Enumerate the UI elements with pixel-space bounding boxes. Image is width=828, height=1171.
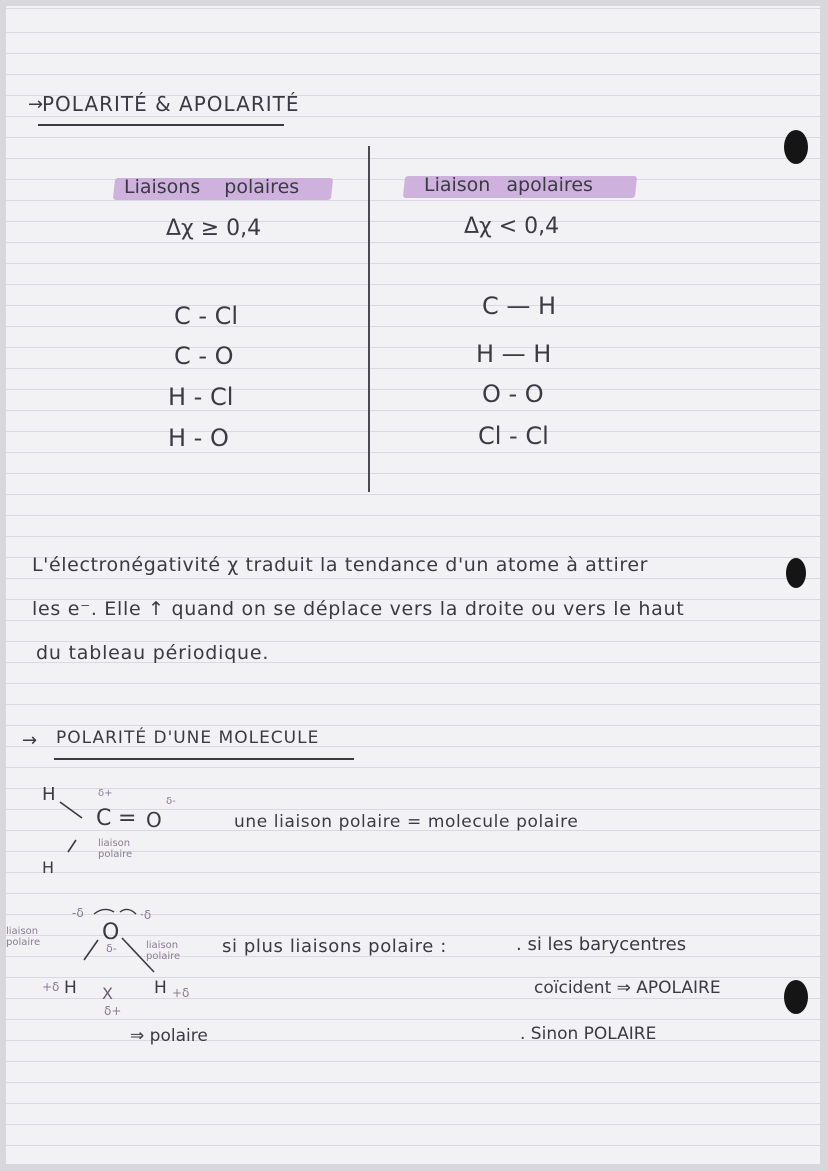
- atom-h: H: [154, 978, 167, 998]
- paragraph-line: L'électronégativité χ traduit la tendance d'un atome à attirer: [32, 554, 649, 576]
- column-divider: [368, 146, 370, 492]
- partial-charge: +δ: [42, 980, 60, 994]
- binder-hole-middle: [786, 558, 806, 588]
- polar-bond: H - O: [168, 424, 229, 452]
- partial-charge: δ+: [98, 788, 113, 799]
- title-arrow: →: [28, 94, 44, 115]
- apolar-bond: H — H: [476, 340, 552, 368]
- polar-bond: H - Cl: [168, 383, 234, 411]
- atom-c: C: [96, 806, 112, 831]
- double-bond: =: [118, 806, 137, 831]
- partial-charge: δ-: [106, 942, 117, 955]
- atom-h: H: [64, 978, 77, 998]
- atom-h: H: [42, 858, 55, 877]
- paragraph-line: du tableau périodique.: [36, 642, 270, 664]
- atom-h: H: [42, 784, 56, 805]
- polar-heading: Liaisons polaires: [124, 176, 300, 198]
- mol1-rule: une liaison polaire = molecule polaire: [234, 812, 579, 832]
- polar-bond: C - Cl: [174, 302, 239, 330]
- binder-hole-bottom: [784, 980, 808, 1014]
- apolar-bond: Cl - Cl: [478, 422, 549, 450]
- mol2-rule-line: . si les barycentres: [516, 934, 687, 955]
- bond-note: liaison polaire: [98, 838, 133, 860]
- mol2-rule-intro: si plus liaisons polaire :: [222, 936, 447, 957]
- apolar-bond: O - O: [482, 380, 544, 408]
- barycentre-mark: X: [102, 984, 113, 1003]
- notebook-page: [6, 6, 820, 1164]
- partial-charge: -δ: [72, 906, 84, 920]
- atom-o: O: [102, 920, 120, 945]
- polar-bond: C - O: [174, 342, 234, 370]
- paragraph-line: les e⁻. Elle ↑ quand on se déplace vers la droite ou vers le haut: [32, 598, 685, 620]
- section1-title-underline: [38, 124, 284, 126]
- mol2-result: ⇒ polaire: [130, 1026, 208, 1046]
- polar-condition: Δχ ≥ 0,4: [166, 216, 262, 241]
- section2-title: POLARITÉ D'UNE MOLECULE: [56, 728, 320, 748]
- partial-charge: δ+: [104, 1004, 122, 1018]
- section2-title-underline: [54, 758, 354, 760]
- partial-charge: +δ: [172, 986, 190, 1000]
- mol2-rule-line: coïcident ⇒ APOLAIRE: [534, 978, 721, 998]
- binder-hole-top: [784, 130, 808, 164]
- atom-o: O: [146, 808, 162, 832]
- partial-charge: ·δ: [140, 908, 152, 922]
- bond-note: liaison polaire: [6, 926, 41, 948]
- mol2-rule-line: . Sinon POLAIRE: [520, 1024, 657, 1044]
- apolar-condition: Δχ < 0,4: [464, 214, 560, 239]
- title-arrow: →: [22, 730, 38, 751]
- partial-charge: δ-: [166, 796, 176, 807]
- bond-note: liaison polaire: [146, 940, 181, 962]
- apolar-heading: Liaison apolaires: [424, 174, 593, 196]
- section1-title: POLARITÉ & APOLARITÉ: [42, 92, 300, 116]
- apolar-bond: C — H: [482, 292, 557, 320]
